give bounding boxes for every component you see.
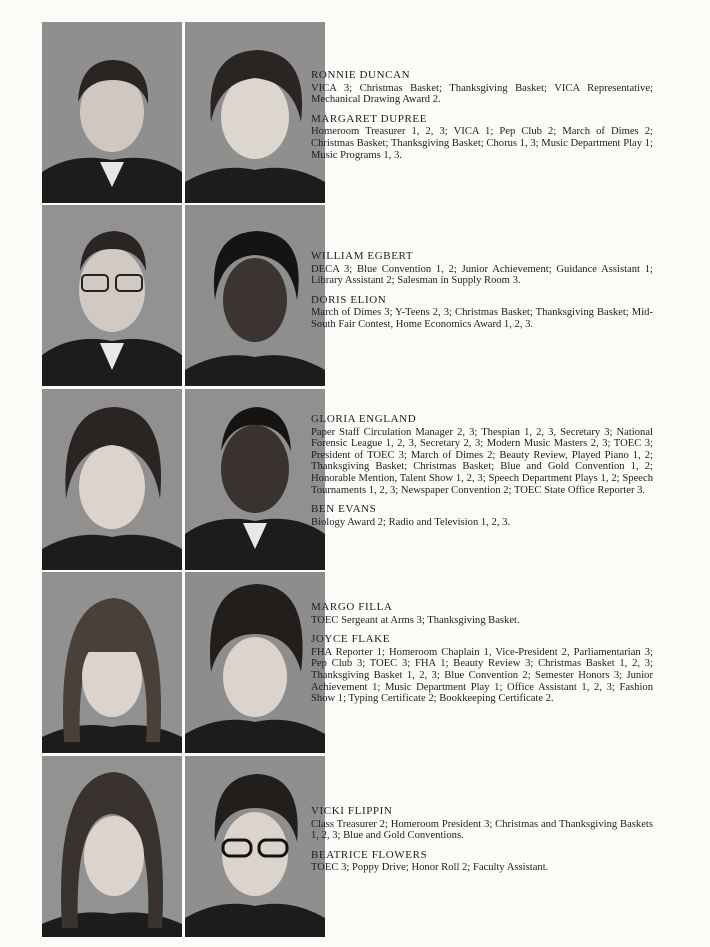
portrait-photo: [185, 389, 325, 570]
student-activities: VICA 3; Christmas Basket; Thanksgiving Basket; VICA Representative; Mechanical Drawing Award 2.: [311, 82, 653, 106]
student-name: MARGO FILLA: [311, 601, 393, 613]
student-entry: [311, 504, 653, 528]
portrait-photo: [185, 756, 325, 937]
student-entry: [311, 602, 653, 626]
student-activities: TOEC Sergeant at Arms 3; Thanksgiving Basket.: [311, 614, 520, 626]
student-activities: Homeroom Treasurer 1, 2, 3; VICA 1; Pep Club 2; March of Dimes 2; Christmas Basket; Thanksgiving Basket; Chorus 1, 3; Music Department Play 1; Music Programs 1, 3.: [311, 126, 653, 161]
student-entry: [311, 850, 653, 874]
bio-block-2: [311, 251, 653, 339]
student-activities: March of Dimes 3; Y-Teens 2, 3; Christmas Basket; Thanksgiving Basket; Mid-South Fair Contest, Home Economics Award 1, 2, 3.: [311, 307, 653, 330]
student-entry: [311, 295, 653, 331]
bio-block-1: [311, 70, 653, 169]
student-activities: Biology Award 2; Radio and Television 1, 2, 3.: [311, 516, 511, 528]
portrait-photo: [42, 205, 182, 386]
student-name: MARGARET DUPREE: [311, 112, 428, 125]
student-entry: [311, 806, 653, 842]
student-activities: Class Treasurer 2; Homeroom President 3; Christmas and Thanksgiving Baskets 1, 2, 3; Blue and Gold Conventions.: [311, 818, 653, 842]
portrait-photo: [42, 389, 182, 570]
student-activities: TOEC 3; Poppy Drive; Honor Roll 2; Faculty Assistant.: [311, 862, 549, 874]
student-entry: [311, 634, 653, 705]
student-name: DORIS ELION: [311, 293, 387, 306]
student-name: VICKI FLIPPIN: [311, 805, 393, 817]
student-name: BEN EVANS: [311, 503, 377, 516]
portrait-photo: [185, 205, 325, 386]
student-activities: FHA Reporter 1; Homeroom Chaplain 1, Vice-President 2, Parliamentarian 3; Pep Club 3; TOEC 3; FHA 1; Beauty Review 3; Christmas Basket 1, 2, 3; Thanksgiving Basket 1, 2, 3; Blue Convention 2; Semester Honors 3; Junior Achievement 1; Music Department Play 1; Office Assistant 1, 2, 3; Fashion Show 1; Typing Certificate 2; Bookkeeping Certificate 2.: [311, 646, 653, 705]
portrait-photo: [185, 572, 325, 753]
student-name: RONNIE DUNCAN: [311, 69, 411, 81]
student-entry: [311, 414, 653, 496]
student-entry: [311, 70, 653, 106]
student-activities: DECA 3; Blue Convention 1, 2; Junior Achievement; Guidance Assistant 1; Library Assistant 2; Salesman in Supply Room 3.: [311, 263, 653, 287]
student-name: GLORIA ENGLAND: [311, 413, 417, 425]
student-name: WILLIAM EGBERT: [311, 250, 414, 262]
student-entry: [311, 251, 653, 287]
student-entry: [311, 114, 653, 161]
portrait-photo: [42, 756, 182, 937]
bio-block-3: [311, 414, 653, 536]
portrait-photo: [42, 572, 182, 753]
student-activities: Paper Staff Circulation Manager 2, 3; Thespian 1, 2, 3, Secretary 3; National Forensic League 1, 2, 3, Secretary 2, 3; Modern Music Masters 2, 3; TOEC 3; President of TOEC 3; March of Dimes 2; Beauty Review, Played Piano 1, 2; Thanksgiving Basket; Christmas Basket; Blue and Gold Convention 1, 2; Honorable Mention, Talent Show 1, 2, 3; Speech Department Plays 1, 2; Speech Tournaments 1, 2, 3; Newspaper Convention 2; TOEC State Office Reporter 3.: [311, 426, 653, 496]
bio-block-4: [311, 602, 653, 713]
portrait-photo: [185, 22, 325, 203]
student-name: BEATRICE FLOWERS: [311, 848, 428, 861]
student-name: JOYCE FLAKE: [311, 633, 391, 646]
portrait-photo: [42, 22, 182, 203]
bio-block-5: [311, 806, 653, 882]
